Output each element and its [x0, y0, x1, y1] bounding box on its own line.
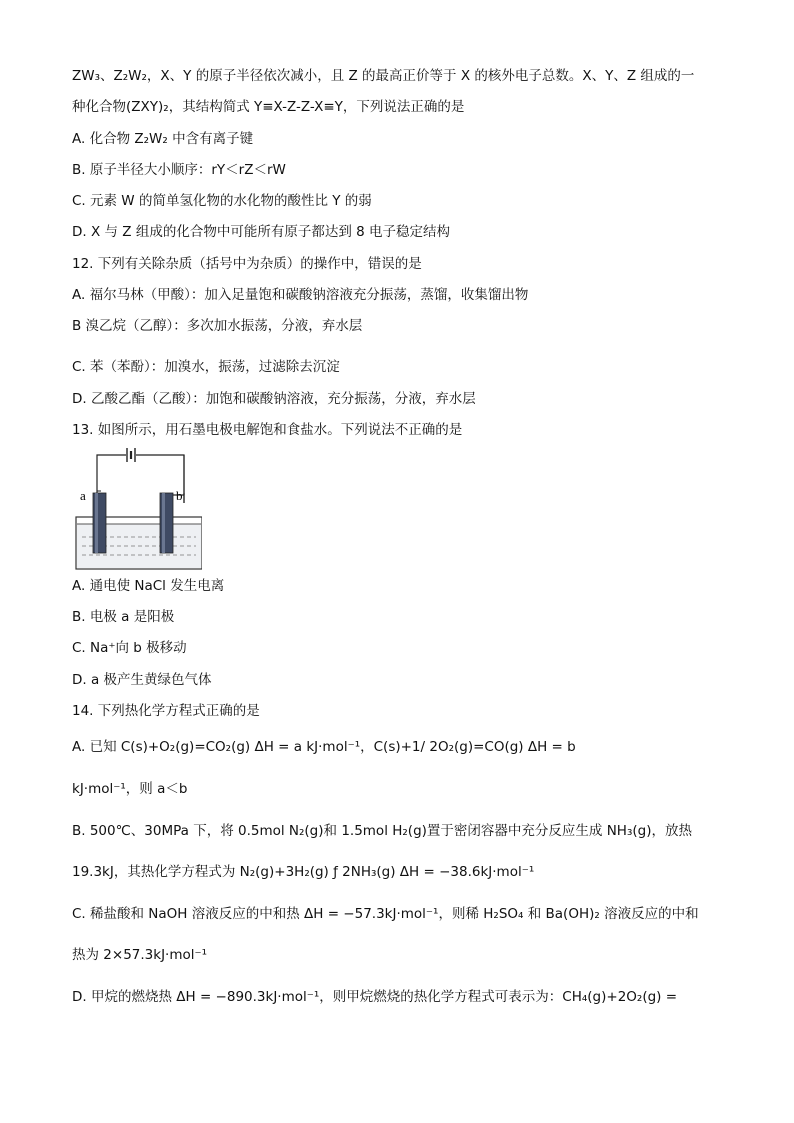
question-12-option-c: C. 苯（苯酚）：加溴水，振荡，过滤除去沉淀: [72, 359, 340, 375]
question-12-option-d: D. 乙酸乙酯（乙酸）：加饱和碳酸钠溶液，充分振荡，分液，弃水层: [72, 391, 476, 407]
question-12-stem: 12. 下列有关除杂质（括号中为杂质）的操作中，错误的是: [72, 256, 422, 272]
question-14-option-c-line-2: 热为 2×57.3kJ·mol⁻¹: [72, 947, 208, 963]
electrode-b-highlight: [162, 493, 165, 553]
electrode-b: [160, 493, 173, 553]
electrode-a-highlight: [95, 493, 98, 553]
electrode-b-label: b: [176, 488, 183, 503]
electrode-a-label: a: [80, 488, 86, 503]
question-13-option-a: A. 通电使 NaCl 发生电离: [72, 578, 225, 594]
question-14-option-c-line-1: C. 稀盐酸和 NaOH 溶液反应的中和热 ΔH = −57.3kJ·mol⁻¹，则稀 H₂SO₄ 和 Ba(OH)₂ 溶液反应的中和: [72, 906, 699, 922]
question-14-option-a-line-1: A. 已知 C(s)+O₂(g)=CO₂(g) ΔH = a kJ·mol⁻¹，C(s)+1/ 2O₂(g)=CO(g) ΔH = b: [72, 739, 576, 755]
electrolysis-diagram: [72, 445, 202, 575]
question-11-option-c: C. 元素 W 的简单氢化物的水化物的酸性比 Y 的弱: [72, 193, 372, 209]
question-13-option-b: B. 电极 a 是阳极: [72, 609, 175, 625]
question-14-stem: 14. 下列热化学方程式正确的是: [72, 703, 260, 719]
electrode-a: [93, 493, 106, 553]
question-14-option-b-line-1: B. 500℃、30MPa 下，将 0.5mol N₂(g)和 1.5mol H₂(g)置于密闭容器中充分反应生成 NH₃(g)，放热: [72, 823, 692, 839]
question-11-stem-line-2: 种化合物(ZXY)₂，其结构简式 Y≡X-Z-Z-X≡Y，下列说法正确的是: [72, 99, 465, 115]
question-13-option-d: D. a 极产生黄绿色气体: [72, 672, 212, 688]
question-11-stem-line-1: ZW₃、Z₂W₂，X、Y 的原子半径依次减小，且 Z 的最高正价等于 X 的核外电子总数。X、Y、Z 组成的一: [72, 68, 695, 84]
question-13-stem: 13. 如图所示，用石墨电极电解饱和食盐水。下列说法不正确的是: [72, 422, 463, 438]
question-12-option-a: A. 福尔马林（甲酸）：加入足量饱和碳酸钠溶液充分振荡，蒸馏，收集馏出物: [72, 287, 529, 303]
question-13-option-c: C. Na⁺向 b 极移动: [72, 640, 187, 656]
question-14-option-a-line-2: kJ·mol⁻¹，则 a＜b: [72, 781, 188, 797]
question-14-option-b-line-2: 19.3kJ，其热化学方程式为 N₂(g)+3H₂(g) ƒ 2NH₃(g) ΔH = −38.6kJ·mol⁻¹: [72, 864, 535, 880]
question-14-option-d-line-1: D. 甲烷的燃烧热 ΔH = −890.3kJ·mol⁻¹，则甲烷燃烧的热化学方程式可表示为：CH₄(g)+2O₂(g) =: [72, 989, 678, 1005]
question-12-option-b: B 溴乙烷（乙醇）：多次加水振荡，分液，弃水层: [72, 318, 363, 334]
question-11-option-a: A. 化合物 Z₂W₂ 中含有离子键: [72, 131, 254, 147]
question-11-option-b: B. 原子半径大小顺序：rY＜rZ＜rW: [72, 162, 286, 178]
question-11-option-d: D. X 与 Z 组成的化合物中可能所有原子都达到 8 电子稳定结构: [72, 224, 451, 240]
